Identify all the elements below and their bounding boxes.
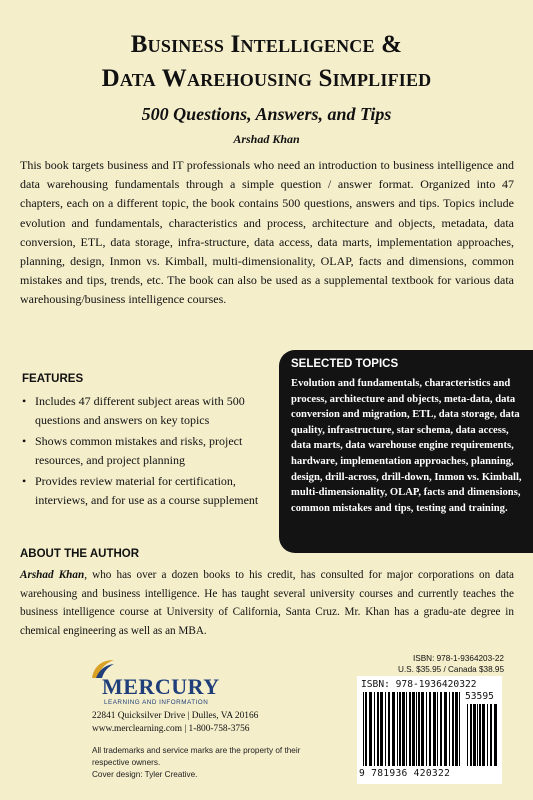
barcode-bar (440, 692, 442, 766)
publisher-tagline: LEARNING AND INFORMATION (104, 699, 209, 706)
barcode-bar (487, 704, 488, 766)
barcode-bar (452, 692, 454, 766)
features-list-item: • Includes 47 different subject areas with 500 questions and answers on key topics (22, 394, 245, 427)
barcode-bar (459, 692, 460, 766)
bullet-icon: • (22, 434, 27, 448)
barcode-bar (385, 692, 386, 766)
barcode-bar (429, 692, 431, 766)
barcode-bar (369, 692, 372, 766)
book-title-line2: Data Warehousing Simplified (101, 65, 432, 92)
barcode-bar (479, 704, 481, 766)
bullet-icon: • (22, 474, 27, 488)
barcode-bar (473, 704, 476, 766)
barcode-bar (388, 692, 390, 766)
barcode-bar (416, 692, 417, 766)
trademark-note: All trademarks and service marks are the property of their respective owners. (92, 746, 301, 767)
about-text: , who has over a dozen books to his credit, has consulted for major corporations on data warehousing and business intelligence. He has taught several university courses and currently teaches the business intelligence course at University of California, Santa Cruz. Mr. Khan has a gradu-ate degree in chemical engineering as well as an MBA. (20, 569, 514, 637)
barcode-bar (409, 692, 411, 766)
selected-topics-box (279, 350, 533, 553)
barcode-bar (397, 692, 398, 766)
barcode-bar (494, 704, 497, 766)
barcode-bar (437, 692, 438, 766)
barcode-isbn-label: ISBN: 978-1936420322 (361, 679, 477, 690)
barcode-bar (406, 692, 407, 766)
about-heading: ABOUT THE AUTHOR (20, 548, 140, 560)
selected-topics-body: Evolution and fundamentals, characteristics and process, architecture and objects, meta-data, data conversion and migration, ETL, data storage, data quality, infrastructure, star schema, data access, data marts, data warehouse engine requirements, hardware, implementation approaches, planning, design, drill-across, drill-down, Inmon vs. Kimball, multi-dimensionality, OLAP, facts and dimensions, common mistakes and tips, testing and training. (291, 378, 522, 514)
barcode-number: 9 781936 420322 (359, 768, 451, 779)
about-body (20, 566, 514, 640)
book-subtitle: 500 Questions, Answers, and Tips (141, 104, 392, 124)
features-list (22, 392, 277, 512)
publisher-name: MERCURY (102, 674, 220, 699)
barcode-bar (392, 692, 395, 766)
barcode-bar (374, 692, 375, 766)
bullet-icon: • (22, 394, 27, 408)
barcode-main (363, 692, 463, 766)
barcode-bar (490, 704, 492, 766)
publisher-contact: www.merclearning.com | 1-800-758-3756 (92, 724, 250, 734)
barcode-bar (470, 704, 472, 766)
book-description: This book targets business and IT professionals who need an introduction to business intelligence and data warehousing fundamentals through a simple question / answer format. Organized into 47 chapters, each on a different topic, the book contains 500 questions, answers and tips. Topics include evolution and fundamentals, characteristics and process, architecture and objects, metadata, data conversion, ETL, data storage, infra-structure, data access, data marts, implementation approaches, planning, design, Inmon vs. Kimball, multi-dimensionality, OLAP, facts and dimensions, common mistakes and tips, trends, etc. The book can also be used as a supplemental textbook for various data warehousing/business intelligence courses. (20, 158, 514, 307)
barcode-bar (477, 704, 478, 766)
barcode-bar (421, 692, 424, 766)
cover-design-credit: Cover design: Tyler Creative. (92, 770, 198, 779)
barcode-bar (444, 692, 447, 766)
barcode-area (357, 676, 502, 784)
barcode-bar (418, 692, 420, 766)
features-list-item: • Provides review material for certification, interviews, and for use as a course supplement (22, 474, 259, 507)
barcode-bar (482, 704, 485, 766)
book-author: Arshad Khan (233, 132, 300, 146)
barcode-bar (426, 692, 427, 766)
barcode-bar (449, 692, 450, 766)
selected-topics-heading: SELECTED TOPICS (291, 358, 399, 370)
about-author-name: Arshad Khan (20, 569, 85, 581)
barcode-bar (433, 692, 436, 766)
book-title-line1: Business Intelligence & (130, 31, 403, 58)
barcode-bar (412, 692, 415, 766)
barcode-bar (363, 692, 364, 766)
barcode-bar (365, 692, 367, 766)
features-list-item: • Shows common mistakes and risks, project resources, and project planning (22, 434, 243, 467)
price-line: U.S. $35.95 / Canada $38.95 (397, 665, 504, 674)
features-heading: FEATURES (22, 373, 84, 385)
barcode-addon-number: 53595 (465, 691, 494, 702)
barcode-bar (377, 692, 379, 766)
barcode-bar (402, 692, 405, 766)
barcode-bar (380, 692, 383, 766)
publisher-address: 22841 Quicksilver Drive | Dulles, VA 20166 (92, 711, 259, 721)
barcode-bar (399, 692, 401, 766)
barcode-bar (455, 692, 458, 766)
barcode-bar (467, 704, 468, 766)
isbn-line: ISBN: 978-1-9364203-22 (412, 654, 504, 663)
barcode-addon (467, 704, 499, 766)
